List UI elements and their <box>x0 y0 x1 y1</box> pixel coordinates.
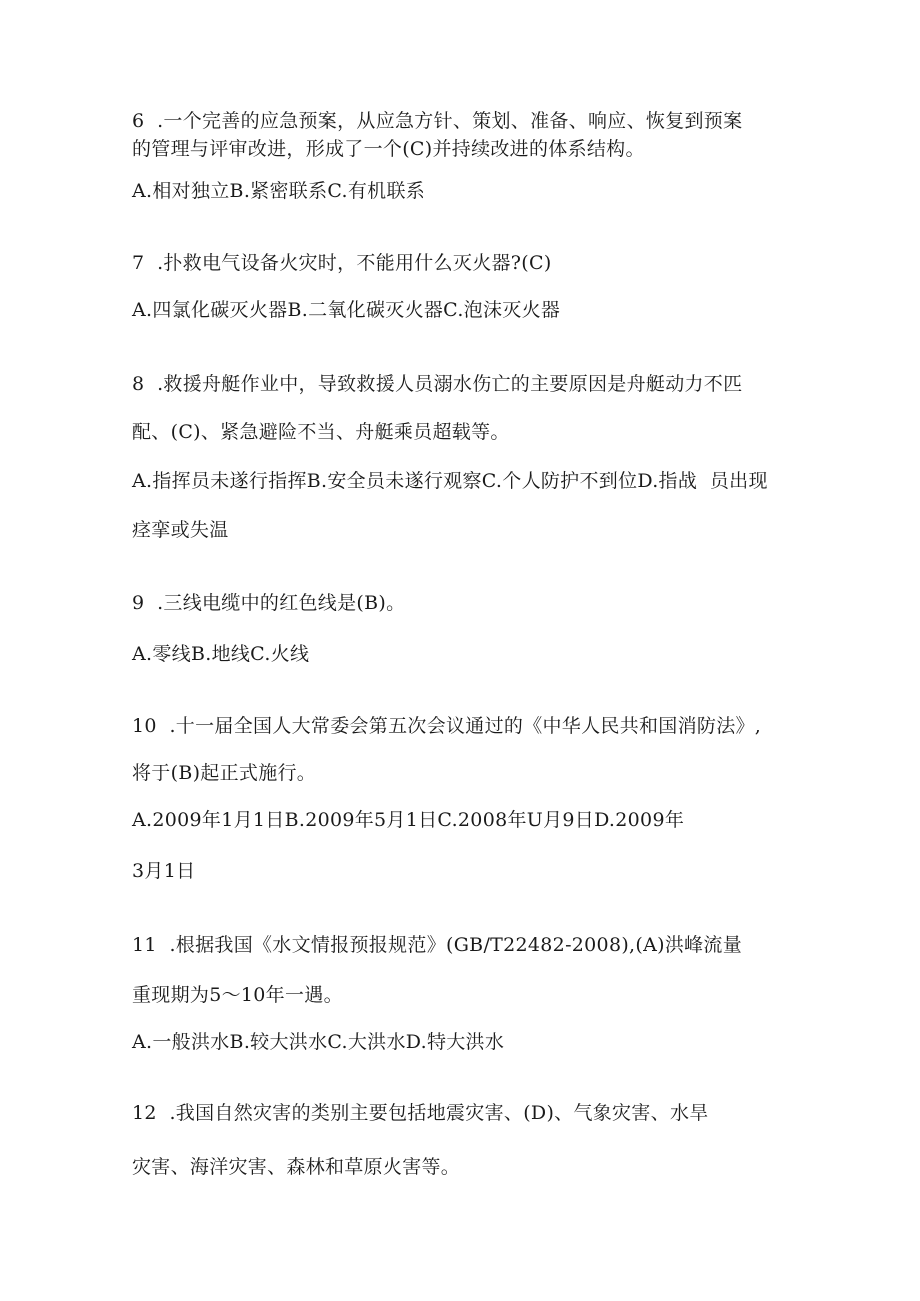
q8-text-line-2: 配、(C)、紧急避险不当、舟艇乘员超载等。 <box>132 421 510 443</box>
q10-text-line-2: 将于(B)起正式施行。 <box>132 762 317 784</box>
q11-text-line-1: 11 .根据我国《水文情报预报规范》(GB/T22482-2008),(A)洪峰流量 <box>132 934 743 956</box>
q8-options-line-2: 痉挛或失温 <box>132 519 229 541</box>
q11-options: A.一般洪水B.较大洪水C.大洪水D.特大洪水 <box>132 1031 505 1053</box>
q7-options: A.四氯化碳灭火器B.二氧化碳灭火器C.泡沫灭火器 <box>132 299 561 321</box>
q8-text-line-1: 8 .救援舟艇作业中，导致救援人员溺水伤亡的主要原因是舟艇动力不匹 <box>132 373 743 395</box>
q12-text-line-2: 灾害、海洋灾害、森林和草原火害等。 <box>132 1156 461 1178</box>
q12-text-line-1: 12 .我国自然灾害的类别主要包括地震灾害、(D)、气象灾害、水旱 <box>132 1102 709 1124</box>
q10-options-line-2: 3月1日 <box>132 860 196 882</box>
q9-text: 9 .三线电缆中的红色线是(B)。 <box>132 592 406 614</box>
q11-text-line-2: 重现期为5～10年一遇。 <box>132 984 343 1006</box>
q10-options-line-1: A.2009年1月1日B.2009年5月1日C.2008年U月9日D.2009年 <box>132 809 685 831</box>
q6-text-line-2: 的管理与评审改进，形成了一个(C)并持续改进的体系结构。 <box>132 138 645 160</box>
q7-text: 7 .扑救电气设备火灾时，不能用什么灭火器?(C) <box>132 252 552 274</box>
q8-options-line-1: A.指挥员未遂行指挥B.安全员未遂行观察C.个人防护不到位D.指战 员出现 <box>132 470 768 492</box>
q6-text-line-1: 6 .一个完善的应急预案，从应急方针、策划、准备、响应、恢复到预案 <box>132 110 743 132</box>
q6-options: A.相对独立B.紧密联系C.有机联系 <box>132 180 426 202</box>
q9-options: A.零线B.地线C.火线 <box>132 643 310 665</box>
q10-text-line-1: 10 .十一届全国人大常委会第五次会议通过的《中华人民共和国消防法》, <box>132 715 762 737</box>
